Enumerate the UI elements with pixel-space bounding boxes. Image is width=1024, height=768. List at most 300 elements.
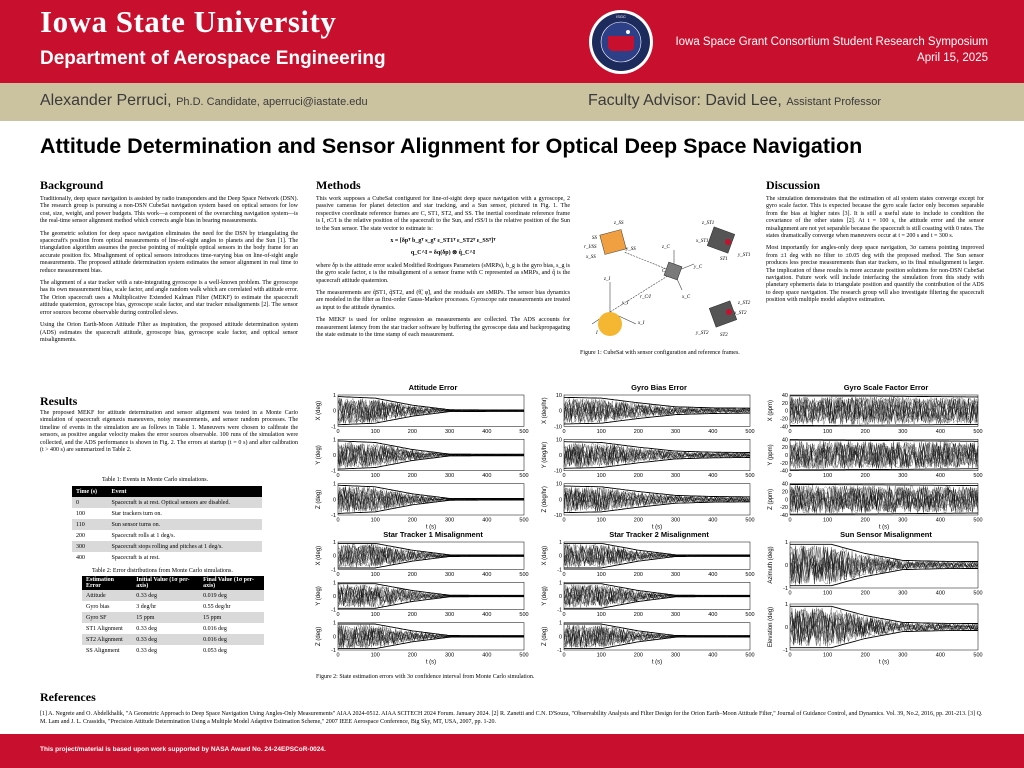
sigma-envelope <box>790 469 978 470</box>
tick-label: 500 <box>519 612 529 619</box>
tick-label: 300 <box>898 428 908 435</box>
table2-col-error: Estimation Error <box>82 576 132 590</box>
isgc-logo <box>588 9 654 75</box>
tick-label: 0 <box>558 634 562 641</box>
tick-label: 100 <box>823 517 833 524</box>
table-row <box>82 634 264 645</box>
tick-label: 300 <box>445 612 455 619</box>
tick-label: 200 <box>633 473 643 480</box>
table-cell: Attitude <box>82 590 132 601</box>
tick-label: 300 <box>898 473 908 480</box>
tick-label: 10 <box>555 481 562 488</box>
fig1-label: y_I <box>622 301 629 306</box>
symposium-date: April 15, 2025 <box>917 52 988 64</box>
tick-label: 100 <box>596 571 606 578</box>
tick-label: 200 <box>407 428 417 435</box>
tick-label: 0 <box>562 517 566 524</box>
tick-label: 400 <box>708 428 718 435</box>
discussion-p2: Most importantly for angles-only deep space navigation, 3σ camera pointing improved from ±1 deg with no filter to ±0.05 deg with the proposed method. The Sun sensor produces less precise measurements than star trackers, so its final misalignment is larger. The implication of these results is more accurate position solutions for non-DSN CubeSat navigation. Future work will include interfacing the simulation from this study with planetary ephemeris data to triangulate position and quantify the contribution of the ADS to deep space navigation. The research group will also investigate filtering the spacecraft position with multiple model adaptive estimation. <box>766 245 984 304</box>
tick-label: 0 <box>336 473 340 480</box>
tick-label: 0 <box>784 563 788 569</box>
axis-label: Z (deg) <box>316 626 322 647</box>
tick-label: 100 <box>370 612 380 619</box>
axis-label: Z (deg) <box>542 626 548 647</box>
tick-label: -1 <box>783 586 788 592</box>
table-cell: 15 ppm <box>199 612 264 623</box>
tick-label: 1 <box>558 540 562 546</box>
series-line <box>564 401 750 422</box>
sigma-envelope <box>790 513 978 514</box>
tick-label: 200 <box>860 473 870 480</box>
table-row <box>72 508 262 519</box>
tick-label: 300 <box>445 428 455 435</box>
tick-label: 400 <box>482 517 492 524</box>
tick-label: 200 <box>633 612 643 619</box>
advisor <box>588 92 881 110</box>
fig1-label: y_C <box>694 265 703 270</box>
tick-label: 0 <box>332 453 336 459</box>
fig1-label: r_I/SS <box>584 245 597 250</box>
background-p1: Traditionally, deep space navigation is assisted by radio transponders and the Deep Space Network (DSN). The research group is pursuing a non-DSN CubeSat navigation system based on optical sensors for low cost, size, weight, and power budgets. This work—a component of the overarching navigation system—is the real-time sensor alignment method which corrects angle bias in bearing measurements. <box>40 196 298 225</box>
chart-1 <box>312 381 530 533</box>
tick-label: 300 <box>671 473 681 480</box>
tick-label: 200 <box>860 428 870 435</box>
chart-title: Gyro Scale Factor Error <box>843 383 929 392</box>
tick-label: 400 <box>482 612 492 619</box>
results-p1: The proposed MEKF for attitude determination and sensor alignment was tested in a Monte Carlo simulation of spacecraft eigenaxis maneuvers, noisy measurements, and sensor random processes. The timeline of events in the simulation are as follows in Table 1. Maneuvers were chosen to calibrate the sensors, as positive angular velocity makes the error sources observable. 100 runs of the simulation were collected, and the ADS performance is shown in Fig. 2. The errors at startup (t = 0 s) and after calibration (t > 400 s) are summarized in Table 2. <box>40 410 298 454</box>
figure1-diagram <box>582 212 758 346</box>
tick-label: 40 <box>781 481 788 488</box>
tick-label: 1 <box>558 580 562 587</box>
table-cell: Spacecraft is at rest. Optical sensors are disabled. <box>108 497 263 508</box>
tick-label: 20 <box>781 400 788 407</box>
tick-label: -10 <box>554 513 562 519</box>
tick-label: -10 <box>554 468 562 475</box>
methods-equation1: x = [δpᵀ b_gᵀ s_gᵀ ε_ST1ᵀ ε_ST2ᵀ ε_SSᵀ]ᵀ <box>390 238 496 245</box>
methods-p3: The measurements are q̃ST1, q̃ST2, and (θ̃, φ̃), and the residuals are sMRPs. The sensor bias dynamics are modeled in the filter as first-order Gauss-Markov processes. Gyroscope rate measurements are treated as input to the attitude dynamics. <box>316 290 570 311</box>
tick-label: 1 <box>784 540 788 546</box>
tick-label: -40 <box>780 513 788 519</box>
methods-p4: The MEKF is used for online regression as measurements are collected. The ADS accounts for measurement latency from the star tracker software by buffering the gyroscope data and backpropagating the state estimate to the time stamp of each measurement. <box>316 317 570 339</box>
tick-label: 0 <box>788 473 792 480</box>
tick-label: 0 <box>332 594 336 600</box>
tick-label: 0 <box>336 517 340 524</box>
table-cell: Spacecraft stops rolling and pitches at 1 deg/s. <box>108 541 263 552</box>
tick-label: 0 <box>336 612 340 619</box>
tick-label: 400 <box>935 652 945 659</box>
table-cell: Gyro SF <box>82 612 132 623</box>
table2-header <box>82 576 264 590</box>
tick-label: 0 <box>562 571 566 578</box>
axis-label: Elevation (deg) <box>768 606 774 648</box>
chart-title: Star Tracker 2 Misalignment <box>609 530 709 539</box>
axis-label: Z (deg/hr) <box>542 486 548 513</box>
axis-label: Z (deg) <box>316 489 322 510</box>
tick-label: 0 <box>558 453 562 459</box>
tick-label: 100 <box>823 428 833 435</box>
table-cell: SS Alignment <box>86 647 120 654</box>
tick-label: 300 <box>671 571 681 578</box>
discussion-text <box>766 196 984 372</box>
tick-label: 500 <box>519 428 529 435</box>
axis-label: Azimuth (deg) <box>768 546 774 584</box>
tick-label: 300 <box>898 590 908 597</box>
tick-label: 0 <box>788 652 792 659</box>
tick-label: 500 <box>745 473 755 480</box>
fig1-label: z_SS <box>614 221 624 226</box>
tick-label: 0 <box>558 408 562 415</box>
tick-label: -20 <box>780 505 788 512</box>
table-cell: 200 <box>76 532 85 539</box>
tick-label: 400 <box>935 590 945 597</box>
tick-label: 500 <box>745 517 755 524</box>
advisor-name: Faculty Advisor: David Lee, <box>588 92 782 109</box>
tick-label: 1 <box>332 620 336 627</box>
tick-label: 200 <box>633 428 643 435</box>
tick-label: 0 <box>336 428 340 435</box>
sigma-envelope <box>790 424 978 425</box>
fig1-label: z_I <box>604 277 611 282</box>
results-text <box>40 410 298 470</box>
tick-label: 400 <box>482 473 492 480</box>
table1-header <box>72 486 262 497</box>
sigma-envelope <box>790 396 978 397</box>
tick-label: 400 <box>482 571 492 578</box>
axis-label: t (s) <box>878 659 890 666</box>
tick-label: 0 <box>332 408 336 415</box>
tick-label: 200 <box>633 652 643 659</box>
tick-label: 200 <box>407 517 417 524</box>
tick-label: 500 <box>745 612 755 619</box>
tick-label: -40 <box>780 424 788 431</box>
fig1-label: y_ST2 <box>696 331 709 336</box>
table-cell: 100 <box>76 510 85 517</box>
background-p3: The alignment of a star tracker with a rate-integrating gyroscope is a well-known problem. The gyroscope has its own measurement bias, scale factor, and angle random walk which are correlated with attitude error. The Orion spacecraft uses a Multiplicative Extended Kalman Filter (MEKF) to estimate the spacecraft attitude quaternion, gyroscope bias, gyroscope scale factor, and star tracker misalignments [2]. The sensor error sources become observable during controlled slews. <box>40 280 298 316</box>
axis-label: t (s) <box>425 659 437 666</box>
axis-label: Y (deg) <box>316 445 322 465</box>
axis-label: t (s) <box>425 524 437 531</box>
tick-label: 0 <box>332 497 336 504</box>
table-row <box>72 541 262 552</box>
tick-label: -40 <box>780 468 788 475</box>
table-cell: Spacecraft rolls at 1 deg/s. <box>111 532 175 539</box>
tick-label: 500 <box>973 652 983 659</box>
table2-col-final: Final Value (1σ per-axis) <box>199 576 264 590</box>
tick-label: 400 <box>708 571 718 578</box>
tick-label: 500 <box>745 652 755 659</box>
tick-label: 1 <box>332 393 336 399</box>
table2-col-initial: Initial Value (1σ per-axis) <box>132 576 199 590</box>
tick-label: 300 <box>445 571 455 578</box>
tick-label: 500 <box>973 473 983 480</box>
tick-label: 500 <box>973 517 983 524</box>
tick-label: -1 <box>331 513 336 519</box>
tick-label: 10 <box>555 437 562 444</box>
sigma-envelope <box>790 484 978 485</box>
author-role: Ph.D. Candidate, aperruci@iastate.edu <box>176 96 368 108</box>
table-cell: 0.019 deg <box>199 590 264 601</box>
table-row <box>82 645 264 656</box>
fig1-label: y_SS <box>626 247 636 252</box>
author: Alexander Perruci, Ph.D. Candidate, aperruci@iastate.edu <box>40 92 368 109</box>
axis-label: X (deg) <box>316 400 322 421</box>
tick-label: 100 <box>370 571 380 578</box>
fig1-label: I <box>596 331 598 336</box>
tick-label: -1 <box>331 424 336 431</box>
table-cell: 300 <box>72 541 108 552</box>
axis-label: t (s) <box>651 659 663 666</box>
tick-label: 200 <box>860 652 870 659</box>
table1-col-event: Event <box>108 486 263 497</box>
references-text: [1] A. Negrete and O. Abdelkhalik, "A Geometric Approach to Deep Space Navigation Using Angles-Only Measurements" AIAA 2024-0512. AIAA SCITECH 2024 Forum. January 2024. [2] R. Zanetti and C.N. D'Souza, "Observability Analysis and Filter Design for the Orion Earth–Moon Attitude Filter," Journal of Guidance Control, and Dynamics. Vol. 39, No.2, 2016, pp. 201-213. [3] Q. M. Lam and J. L. Crassidis, "Precision Attitude Determination Using a Multiple Model Adaptive Estimation Scheme," 2007 IEEE Aerospace Conference, Big Sky, MT, USA, 2007, pp. 1-20. <box>40 711 983 725</box>
tick-label: 200 <box>407 612 417 619</box>
table-cell: Spacecraft is at rest. <box>111 554 160 561</box>
tick-label: 1 <box>332 481 336 488</box>
axis-label: Y (deg) <box>316 586 322 606</box>
table1-caption: Table 1: Events in Monte Carlo simulations. <box>102 477 209 483</box>
tick-label: 0 <box>784 625 788 631</box>
tick-label: 0 <box>562 428 566 435</box>
tick-label: 500 <box>519 517 529 524</box>
chart-title: Gyro Bias Error <box>631 383 687 392</box>
tick-label: 400 <box>708 652 718 659</box>
tick-label: -1 <box>331 648 336 654</box>
tick-label: 0 <box>558 553 562 560</box>
table-row <box>72 497 262 508</box>
fig1-label: r_C/I <box>640 295 651 300</box>
fig1-label: ST2 <box>720 333 728 338</box>
fig1-label: x_ST2 <box>734 311 747 316</box>
tick-label: 500 <box>519 571 529 578</box>
methods-heading: Methods <box>316 178 361 192</box>
table-cell: ST2 Alignment <box>82 634 132 645</box>
axis-label: X (ppm) <box>768 399 774 422</box>
chart-4 <box>312 528 530 668</box>
tick-label: 0 <box>784 497 788 504</box>
background-p4: Using the Orion Earth-Moon Attitude Filter as inspiration, the proposed attitude determination system (ADS) estimates the spacecraft attitude, gyroscope bias, gyroscope scale factor, and optical sensor misalignments. <box>40 322 298 343</box>
fig1-label: ST1 <box>720 257 728 262</box>
discussion-heading: Discussion <box>766 178 821 192</box>
chart-3 <box>764 381 984 533</box>
tick-label: 0 <box>784 408 788 415</box>
table-row <box>82 601 264 612</box>
fig1-label: z_C <box>662 245 670 250</box>
symposium-info <box>675 36 988 68</box>
tick-label: 200 <box>407 473 417 480</box>
axis-label: Y (deg) <box>542 586 548 606</box>
tick-label: 1 <box>784 602 788 608</box>
advisor-role: Assistant Professor <box>786 96 882 108</box>
tick-label: 100 <box>596 473 606 480</box>
symposium-name: Iowa Space Grant Consortium Student Research Symposium <box>675 36 988 48</box>
table-cell: 3 deg/hr <box>136 603 157 610</box>
tick-label: 200 <box>860 590 870 597</box>
tick-label: 0 <box>332 634 336 641</box>
tick-label: 400 <box>935 473 945 480</box>
tick-label: 100 <box>370 428 380 435</box>
tick-label: 100 <box>823 652 833 659</box>
methods-p2: where δp is the attitude error scaled Modified Rodrigues Parameters (sMRPs), b_g is the gyro bias, s_g is the gyro scale factor, ε is the misalignment of a sensor frame with C represented as sMRPs, and q̂ is the spacecraft attitude quaternion. <box>316 262 570 284</box>
table2 <box>82 576 264 656</box>
tick-label: 1 <box>332 437 336 444</box>
table-cell: ST1 Alignment <box>86 625 123 632</box>
table-row <box>82 623 264 634</box>
tick-label: 200 <box>407 652 417 659</box>
tick-label: 0 <box>788 428 792 435</box>
tick-label: 500 <box>973 590 983 597</box>
tick-label: 20 <box>781 489 788 496</box>
tick-label: 300 <box>445 652 455 659</box>
tick-label: 0 <box>558 497 562 504</box>
table-cell: 110 <box>72 519 108 530</box>
chart-title: Attitude Error <box>408 383 458 392</box>
tick-label: 200 <box>860 517 870 524</box>
fig1-label: x_ST1 <box>696 239 709 244</box>
tick-label: -1 <box>331 567 336 574</box>
tick-label: 300 <box>671 652 681 659</box>
fig1-label: z_ST2 <box>738 301 751 306</box>
table-row <box>72 552 262 563</box>
tick-label: 0 <box>332 553 336 560</box>
tick-label: 400 <box>935 517 945 524</box>
tick-label: 300 <box>898 652 908 659</box>
tick-label: 1 <box>558 620 562 627</box>
poster-title: Attitude Determination and Sensor Alignment for Optical Deep Space Navigation <box>40 134 863 158</box>
tick-label: 200 <box>633 517 643 524</box>
chart-6 <box>764 528 984 668</box>
tick-label: 0 <box>336 652 340 659</box>
table-cell: 0 <box>72 497 108 508</box>
tick-label: 300 <box>445 517 455 524</box>
tick-label: 300 <box>671 428 681 435</box>
tick-label: -1 <box>557 567 562 574</box>
footer-text: This project/material is based upon work supported by NASA Award No. 24-24EPSCoR-0024. <box>40 746 326 753</box>
tick-label: 0 <box>788 590 792 597</box>
tick-label: -10 <box>554 424 562 431</box>
tick-label: 400 <box>482 428 492 435</box>
axis-label: Y (deg/hr) <box>542 441 548 469</box>
tick-label: 200 <box>407 571 417 578</box>
logo-lettering: ISGC <box>616 14 626 19</box>
table-row <box>72 519 262 530</box>
tick-label: 40 <box>781 437 788 444</box>
tick-label: 0 <box>562 473 566 480</box>
table-cell: 0.33 deg <box>132 634 199 645</box>
tick-label: 100 <box>823 590 833 597</box>
sigma-envelope <box>790 440 978 441</box>
axis-label: t (s) <box>878 524 890 531</box>
tick-label: 100 <box>370 652 380 659</box>
tick-label: -20 <box>780 416 788 423</box>
tick-label: 100 <box>596 652 606 659</box>
fig1-label: C <box>662 269 666 274</box>
axis-label: t (s) <box>651 524 663 531</box>
fig1-label: z_ST1 <box>702 221 715 226</box>
fig1-label: x_I <box>638 321 645 326</box>
tick-label: 300 <box>898 517 908 524</box>
axis-label: X (deg/hr) <box>542 397 548 425</box>
tick-label: 400 <box>708 612 718 619</box>
table-row <box>82 612 264 623</box>
discussion-p1: The simulation demonstrates that the estimation of all system states converge except for gyro scale factor. This is expected because the gyro scale factor only becomes separable from the bias at higher rates [3]. It is still a useful state to include to condition the covariance of the other states [2]. At t = 100 s, the attitude error and the sensor misalignment are not yet separable because the spacecraft is still coasting with 0 rates. The states dramatically converge when maneuvers occur at t = 200 s and t = 300 s. <box>766 196 984 240</box>
tick-label: 400 <box>708 473 718 480</box>
table-cell: 0.053 deg <box>203 647 227 654</box>
tick-label: 0 <box>336 571 340 578</box>
methods-text <box>316 196 570 368</box>
table-cell: 0.33 deg <box>132 590 199 601</box>
results-heading: Results <box>40 394 78 408</box>
table-row <box>82 590 264 601</box>
tick-label: 0 <box>562 652 566 659</box>
tick-label: -1 <box>331 607 336 614</box>
figure2-caption: Figure 2: State estimation errors with 3σ confidence interval from Monte Carlo simulation. <box>316 674 535 680</box>
tick-label: -1 <box>557 648 562 654</box>
chart-5 <box>538 528 756 668</box>
fig1-label: x_C <box>682 295 691 300</box>
table-cell: Sun sensor turns on. <box>108 519 263 530</box>
background-heading: Background <box>40 178 104 192</box>
tick-label: 400 <box>935 428 945 435</box>
methods-equation2: q_C^I = δq(δp) ⊗ q̂_C^I <box>410 250 476 257</box>
tick-label: -1 <box>783 648 788 654</box>
table-cell: 0.016 deg <box>199 634 264 645</box>
tick-label: 500 <box>745 428 755 435</box>
table1-col-time: Time (s) <box>72 486 108 497</box>
chart-title: Star Tracker 1 Misalignment <box>383 530 483 539</box>
tick-label: 400 <box>708 517 718 524</box>
tick-label: 40 <box>781 393 788 399</box>
table-cell: 400 <box>76 554 85 561</box>
tick-label: 0 <box>558 594 562 600</box>
tick-label: 500 <box>519 473 529 480</box>
table-cell: Gyro bias <box>86 603 110 610</box>
university-name: Iowa State University <box>40 4 337 39</box>
author-name: Alexander Perruci <box>40 92 168 109</box>
department-name: Department of Aerospace Engineering <box>40 48 386 69</box>
table-cell: 15 ppm <box>132 612 199 623</box>
tick-label: 500 <box>745 571 755 578</box>
axis-label: Z (ppm) <box>768 488 774 510</box>
table2-caption: Table 2: Error distributions from Monte Carlo simulations. <box>92 568 233 574</box>
table1 <box>72 486 262 563</box>
tick-label: -1 <box>557 607 562 614</box>
methods-p1: This work supposes a CubeSat configured for line-of-sight deep space navigation with a gyroscope, 2 passive cameras for planet detection and star tracking, and a Sun sensor, pictured in Fig. 1. The respective coordinate reference frames are C, ST1, ST2, and SS. The inertial coordinate reference frame is I, rC/I is the relative position of the spacecraft to the Sun, and rSS/I is the relative position of the Sun to the Sun sensor. The state vector to estimate is: <box>316 196 570 232</box>
fig1-label: y_ST1 <box>738 253 751 258</box>
table-cell: 0.33 deg <box>136 647 157 654</box>
tick-label: 400 <box>482 652 492 659</box>
table-cell: 0.016 deg <box>203 625 227 632</box>
tick-label: 100 <box>823 473 833 480</box>
tick-label: 20 <box>781 445 788 452</box>
chart-2 <box>538 381 756 533</box>
tick-label: 500 <box>519 652 529 659</box>
axis-label: X (deg) <box>542 545 548 566</box>
tick-label: 100 <box>596 428 606 435</box>
chart-title: Sun Sensor Misalignment <box>840 530 932 539</box>
references-heading: References <box>40 690 96 704</box>
tick-label: -20 <box>780 460 788 467</box>
fig1-label: SS <box>592 236 597 241</box>
tick-label: 0 <box>562 612 566 619</box>
tick-label: 100 <box>370 517 380 524</box>
tick-label: 500 <box>973 428 983 435</box>
tick-label: 10 <box>555 393 562 399</box>
tick-label: 200 <box>633 571 643 578</box>
tick-label: 300 <box>671 517 681 524</box>
tick-label: 100 <box>370 473 380 480</box>
tick-label: 300 <box>671 612 681 619</box>
tick-label: -1 <box>331 468 336 475</box>
